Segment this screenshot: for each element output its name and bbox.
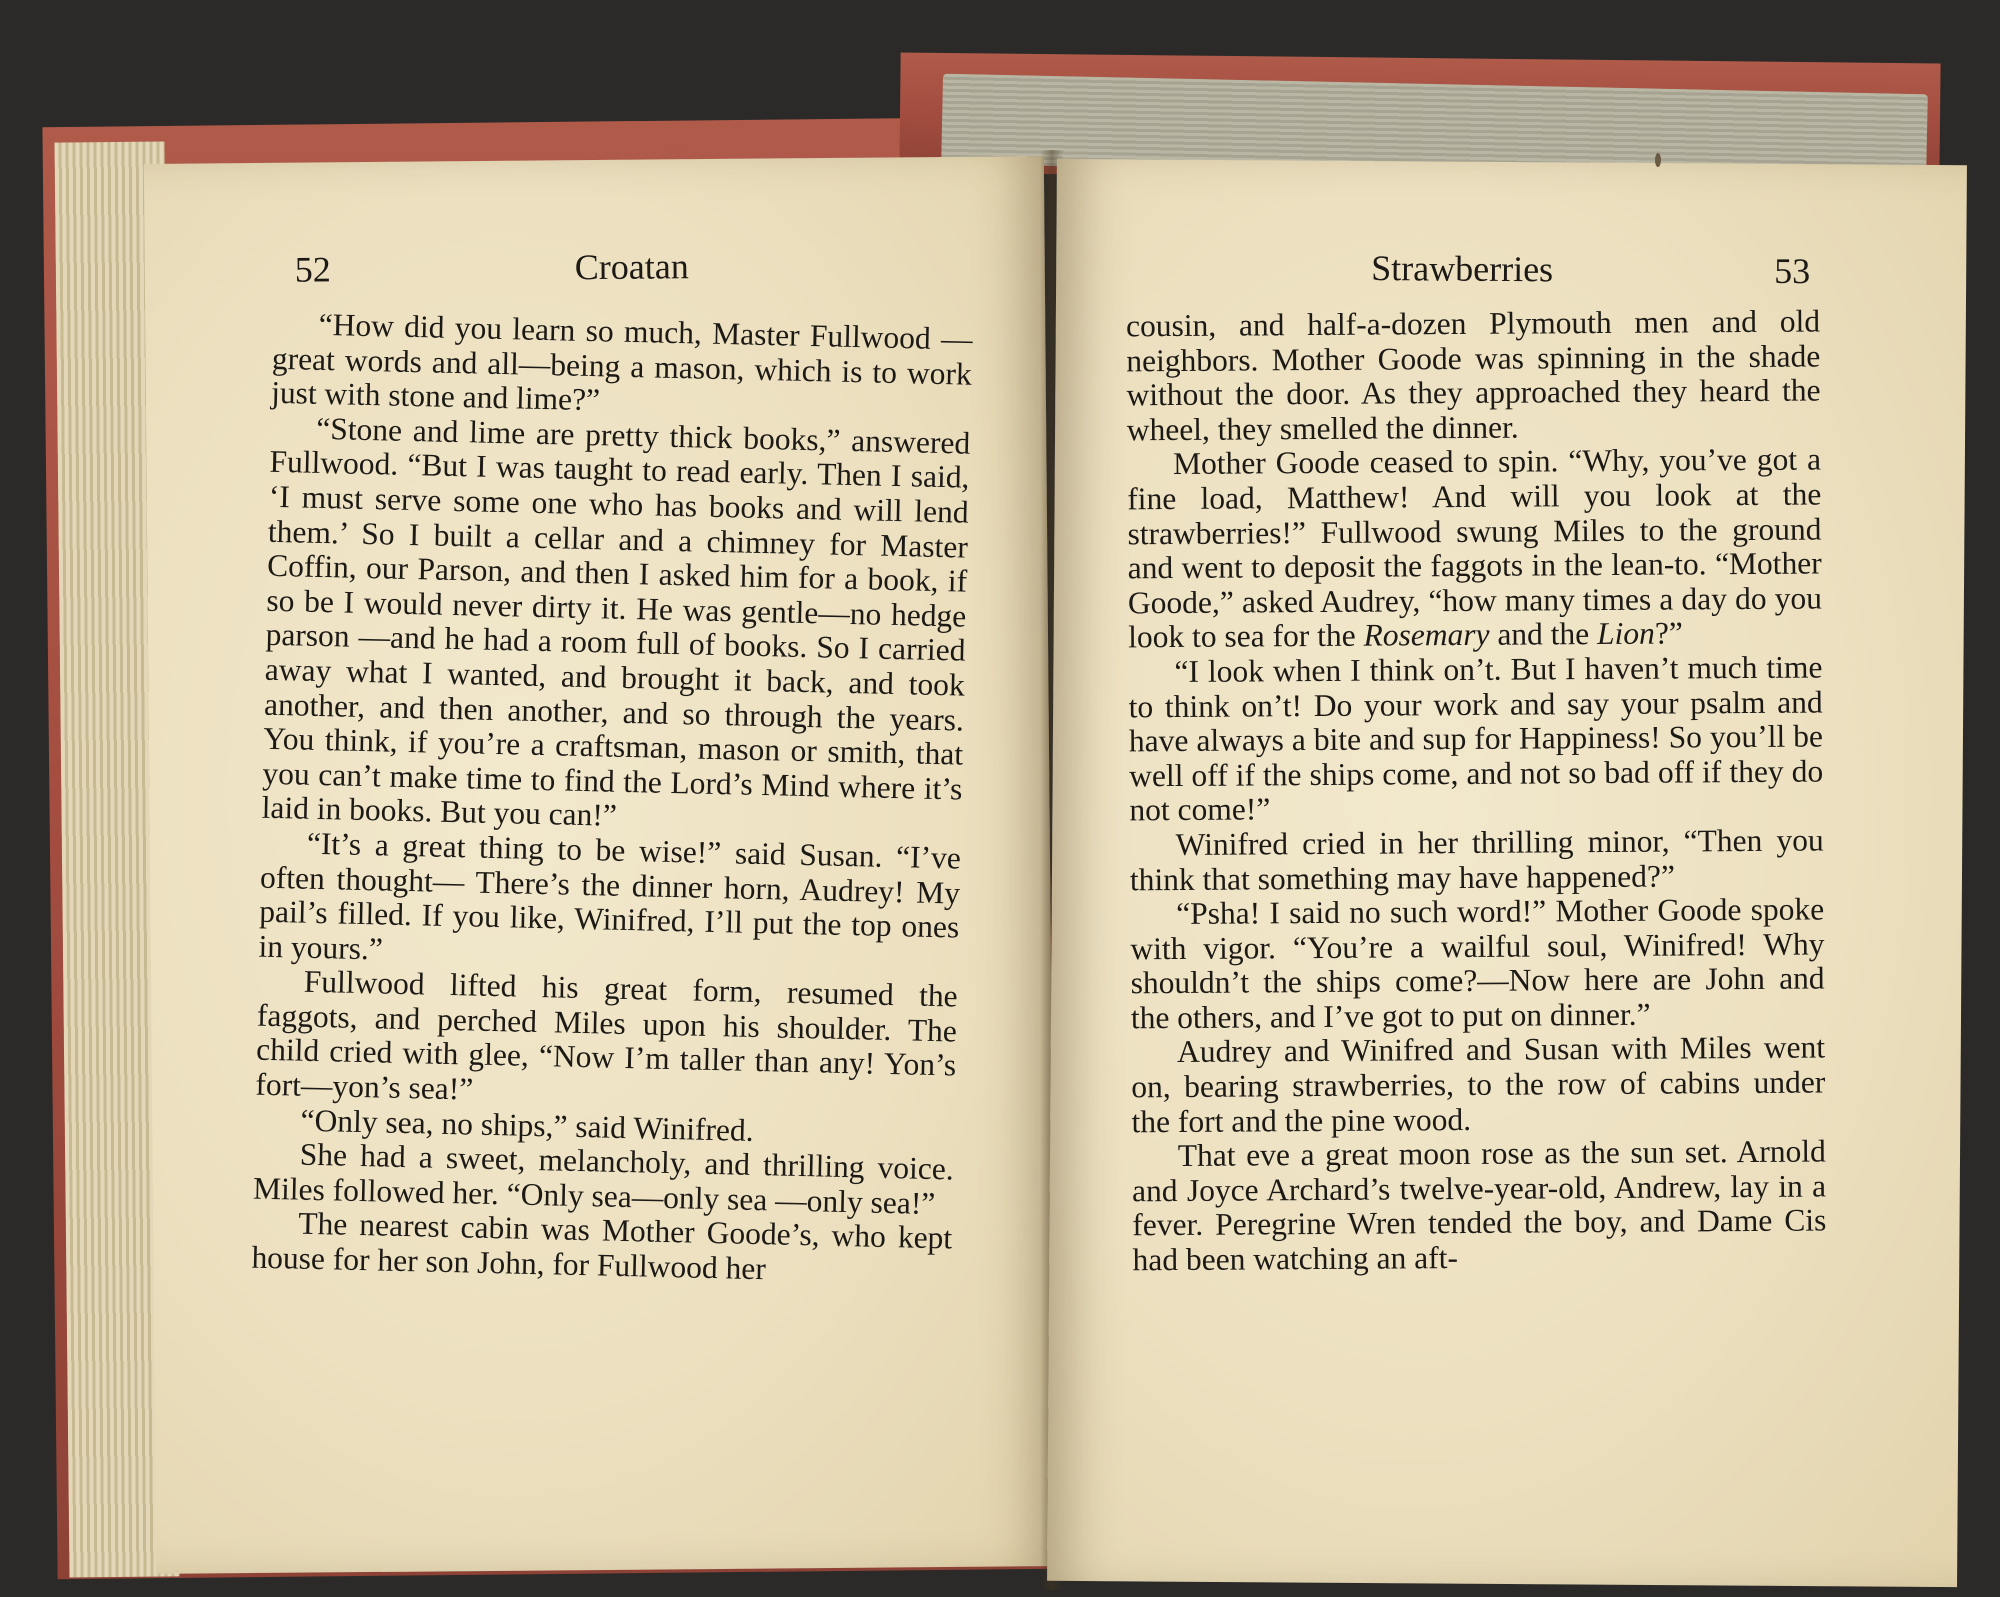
left-page-text xyxy=(251,307,973,1291)
paragraph: The nearest cabin was Mother Goode’s, who kept house for her son John, for Fullwood her xyxy=(251,1206,953,1287)
paragraph: “Only sea, no ships,” said Winifred. xyxy=(300,1102,755,1148)
ship-name: Lion xyxy=(1596,615,1655,652)
running-head: Strawberries xyxy=(1371,248,1554,290)
running-head: Croatan xyxy=(574,246,689,288)
paragraph: Audrey and Winifred and Susan with Miles went on, bearing strawberries, to the row of cabins under the fort and the pine wood. xyxy=(1131,1029,1826,1139)
left-page xyxy=(144,156,1056,1574)
ship-name: Rosemary xyxy=(1363,617,1490,654)
paragraph: “Stone and lime are pretty thick books,” answered Fullwood. “But I was taught to read early. Then I said, ‘I must serve some one who has books and will lend them.’ So I built a cellar and a chimney for Master Coffin, our Parson, and then I asked him for a book, if so be I would never dirty it. He was gentle—no hedge parson —and he had a room full of books. So I carried away what I wanted, and brought it back, and took another, and then another, and so through the years. You think, if you’re a craftsman, mason or smith, that you can’t make time to find the Lord’s Mind where it’s laid in books. But you can!” xyxy=(261,410,971,834)
page-number: 52 xyxy=(294,249,331,290)
paragraph: “I look when I think on’t. But I haven’t much time to think on’t! Do your work and say your psalm and have always a bite and sup for Happiness! So you’ll be well off if the ships come, and not so bad off if they do not come!” xyxy=(1128,649,1824,828)
paragraph: That eve a great moon rose as the sun set. Arnold and Joyce Archard’s twelve-year-old, Andrew, lay in a fever. Peregrine Wren tended the boy, and Dame Cis had been watching an aft- xyxy=(1131,1133,1827,1278)
paragraph: Winifred cried in her thrilling minor, “Then you think that something may have happened?” xyxy=(1129,822,1824,897)
page-blemish xyxy=(1655,153,1661,167)
paragraph: cousin, and half-a-dozen Plymouth men and old neighbors. Mother Goode was spinning in the shade without the door. As they approached they heard the wheel, they smelled the dinner. xyxy=(1125,303,1821,448)
page-number: 53 xyxy=(1774,250,1811,292)
paragraph: She had a sweet, melancholy, and thrilling voice. Miles followed her. “Only sea—only sea —only sea!” xyxy=(252,1136,955,1221)
paragraph: “Psha! I said no such word!” Mother Goode spoke with vigor. “You’re a wailful soul, Winifred! Why shouldn’t the ships come?—Now here are John and the others, and I’ve got to put on dinner.” xyxy=(1130,891,1825,1036)
right-page xyxy=(1047,159,1967,1587)
paragraph: Mother Goode ceased to spin. “Why, you’ve got a fine load, Matthew! And will you look at the strawberries!” Fullwood swung Miles to the ground and went to deposit the faggots in the lean-to. “Mother Goode,” asked Audrey, “how many times a day do you look to sea for the Rosemary and the Lion?” xyxy=(1127,441,1823,655)
paragraph: “How did you learn so much, Master Fullwood —great words and all—being a mason, which is to work just with stone and lime?” xyxy=(270,306,973,418)
right-page-text xyxy=(1126,304,1827,1277)
paragraph: Fullwood lifted his great form, resumed the faggots, and perched Miles upon his shoulder. The child cried with glee, “Now I’m taller than any! Yon’s fort—yon’s sea!” xyxy=(255,963,959,1107)
paragraph: “It’s a great thing to be wise!” said Susan. “I’ve often thought— There’s the dinner horn, Audrey! My pail’s filled. If you like, Winifred, I’ll put the top ones in yours.” xyxy=(258,825,962,967)
